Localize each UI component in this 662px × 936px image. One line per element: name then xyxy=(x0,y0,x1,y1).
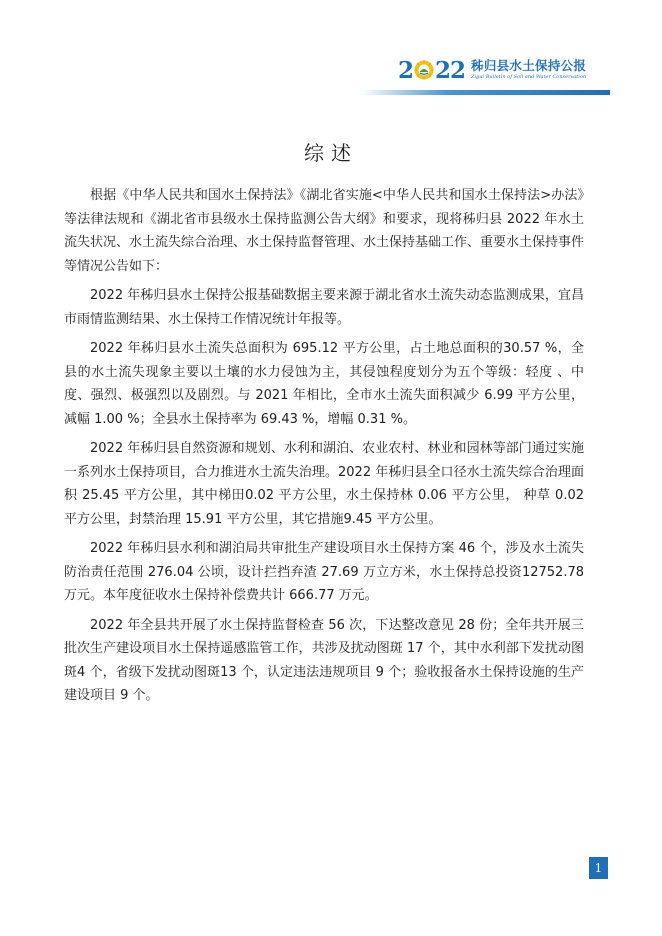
year-suffix: 22 xyxy=(435,56,466,84)
page-number: 1 xyxy=(589,857,608,879)
brand-text xyxy=(471,60,586,80)
year-prefix: 2 xyxy=(398,56,414,84)
bulletin-title: 秭归县水土保持公报 xyxy=(471,58,587,74)
paragraph: 2022 年秭归县自然资源和规划、水利和湖泊、农业农村、林业和园林等部门通过实施一系列水土保持项目，合力推进水土流失治理。2022 年秭归县全口径水土流失综合治理面积 25.45 平方公里，其中梯田0.02 平方公里，水土保持林 0.06 平方公里， 种草 0.02 平方公里，封禁治理 15.91 平方公里，其它措施9.45 平方公里。 xyxy=(64,441,584,527)
paragraph: 2022 年秭归县水土保持公报基础数据主要来源于湖北省水土流失动态监测成果，宜昌市雨情监测结果、水土保持工作情况统计年报等。 xyxy=(64,288,584,327)
page-title: 综述 xyxy=(304,141,358,166)
bulletin-brand xyxy=(398,58,586,82)
page-header xyxy=(0,0,662,100)
paragraph: 2022 年全县共开展了水土保持监督检查 56 次，下达整改意见 28 份；全年共开展三批次生产建设项目水土保持遥感监管工作，共涉及扰动图斑 17 个，其中水利部下发扰动图斑4 个，省级下发扰动图斑13 个，认定违法违规项目 9 个；验收报备水土保持设施的生产建设项目 9 个。 xyxy=(64,617,584,703)
paragraph: 2022 年秭归县水利和湖泊局共审批生产建设项目水土保持方案 46 个，涉及水土流失防治责任范围 276.04 公顷，设计拦挡弃渣 27.69 万立方米，水土保持总投资12752.78 万元。本年度征收水土保持补偿费共计 666.77 万元。 xyxy=(64,541,584,603)
bulletin-subtitle: Zigui Bulletin of Soil and Water Conservation xyxy=(471,73,587,80)
year-mark xyxy=(398,56,466,84)
paragraph: 根据《中华人民共和国水土保持法》《湖北省实施<中华人民共和国水土保持法>办法》等法律法规和《湖北省市县级水土保持监测公告大纲》和要求，现将秭归县 2022 年水土流失状况、水土流失综合治理、水土保持监督管理、水土保持基础工作、重要水土保持事件等情况公告如下： xyxy=(64,188,585,274)
body-text xyxy=(64,184,584,714)
paragraph: 2022 年秭归县水土流失总面积为 695.12 平方公里，占土地总面积的30.57 %，全县的水土流失现象主要以土壤的水力侵蚀为主，其侵蚀程度划分为五个等级：轻度 、中度、强烈、极强烈以及剧烈。与 2021 年相比，全市水土流失面积减少 6.99 平方公里，减幅 1.00 %；全县水土保持率为 69.43 %，增幅 0.31 %。 xyxy=(64,341,584,427)
sun-emblem-icon xyxy=(414,60,434,80)
header-divider xyxy=(360,90,610,95)
